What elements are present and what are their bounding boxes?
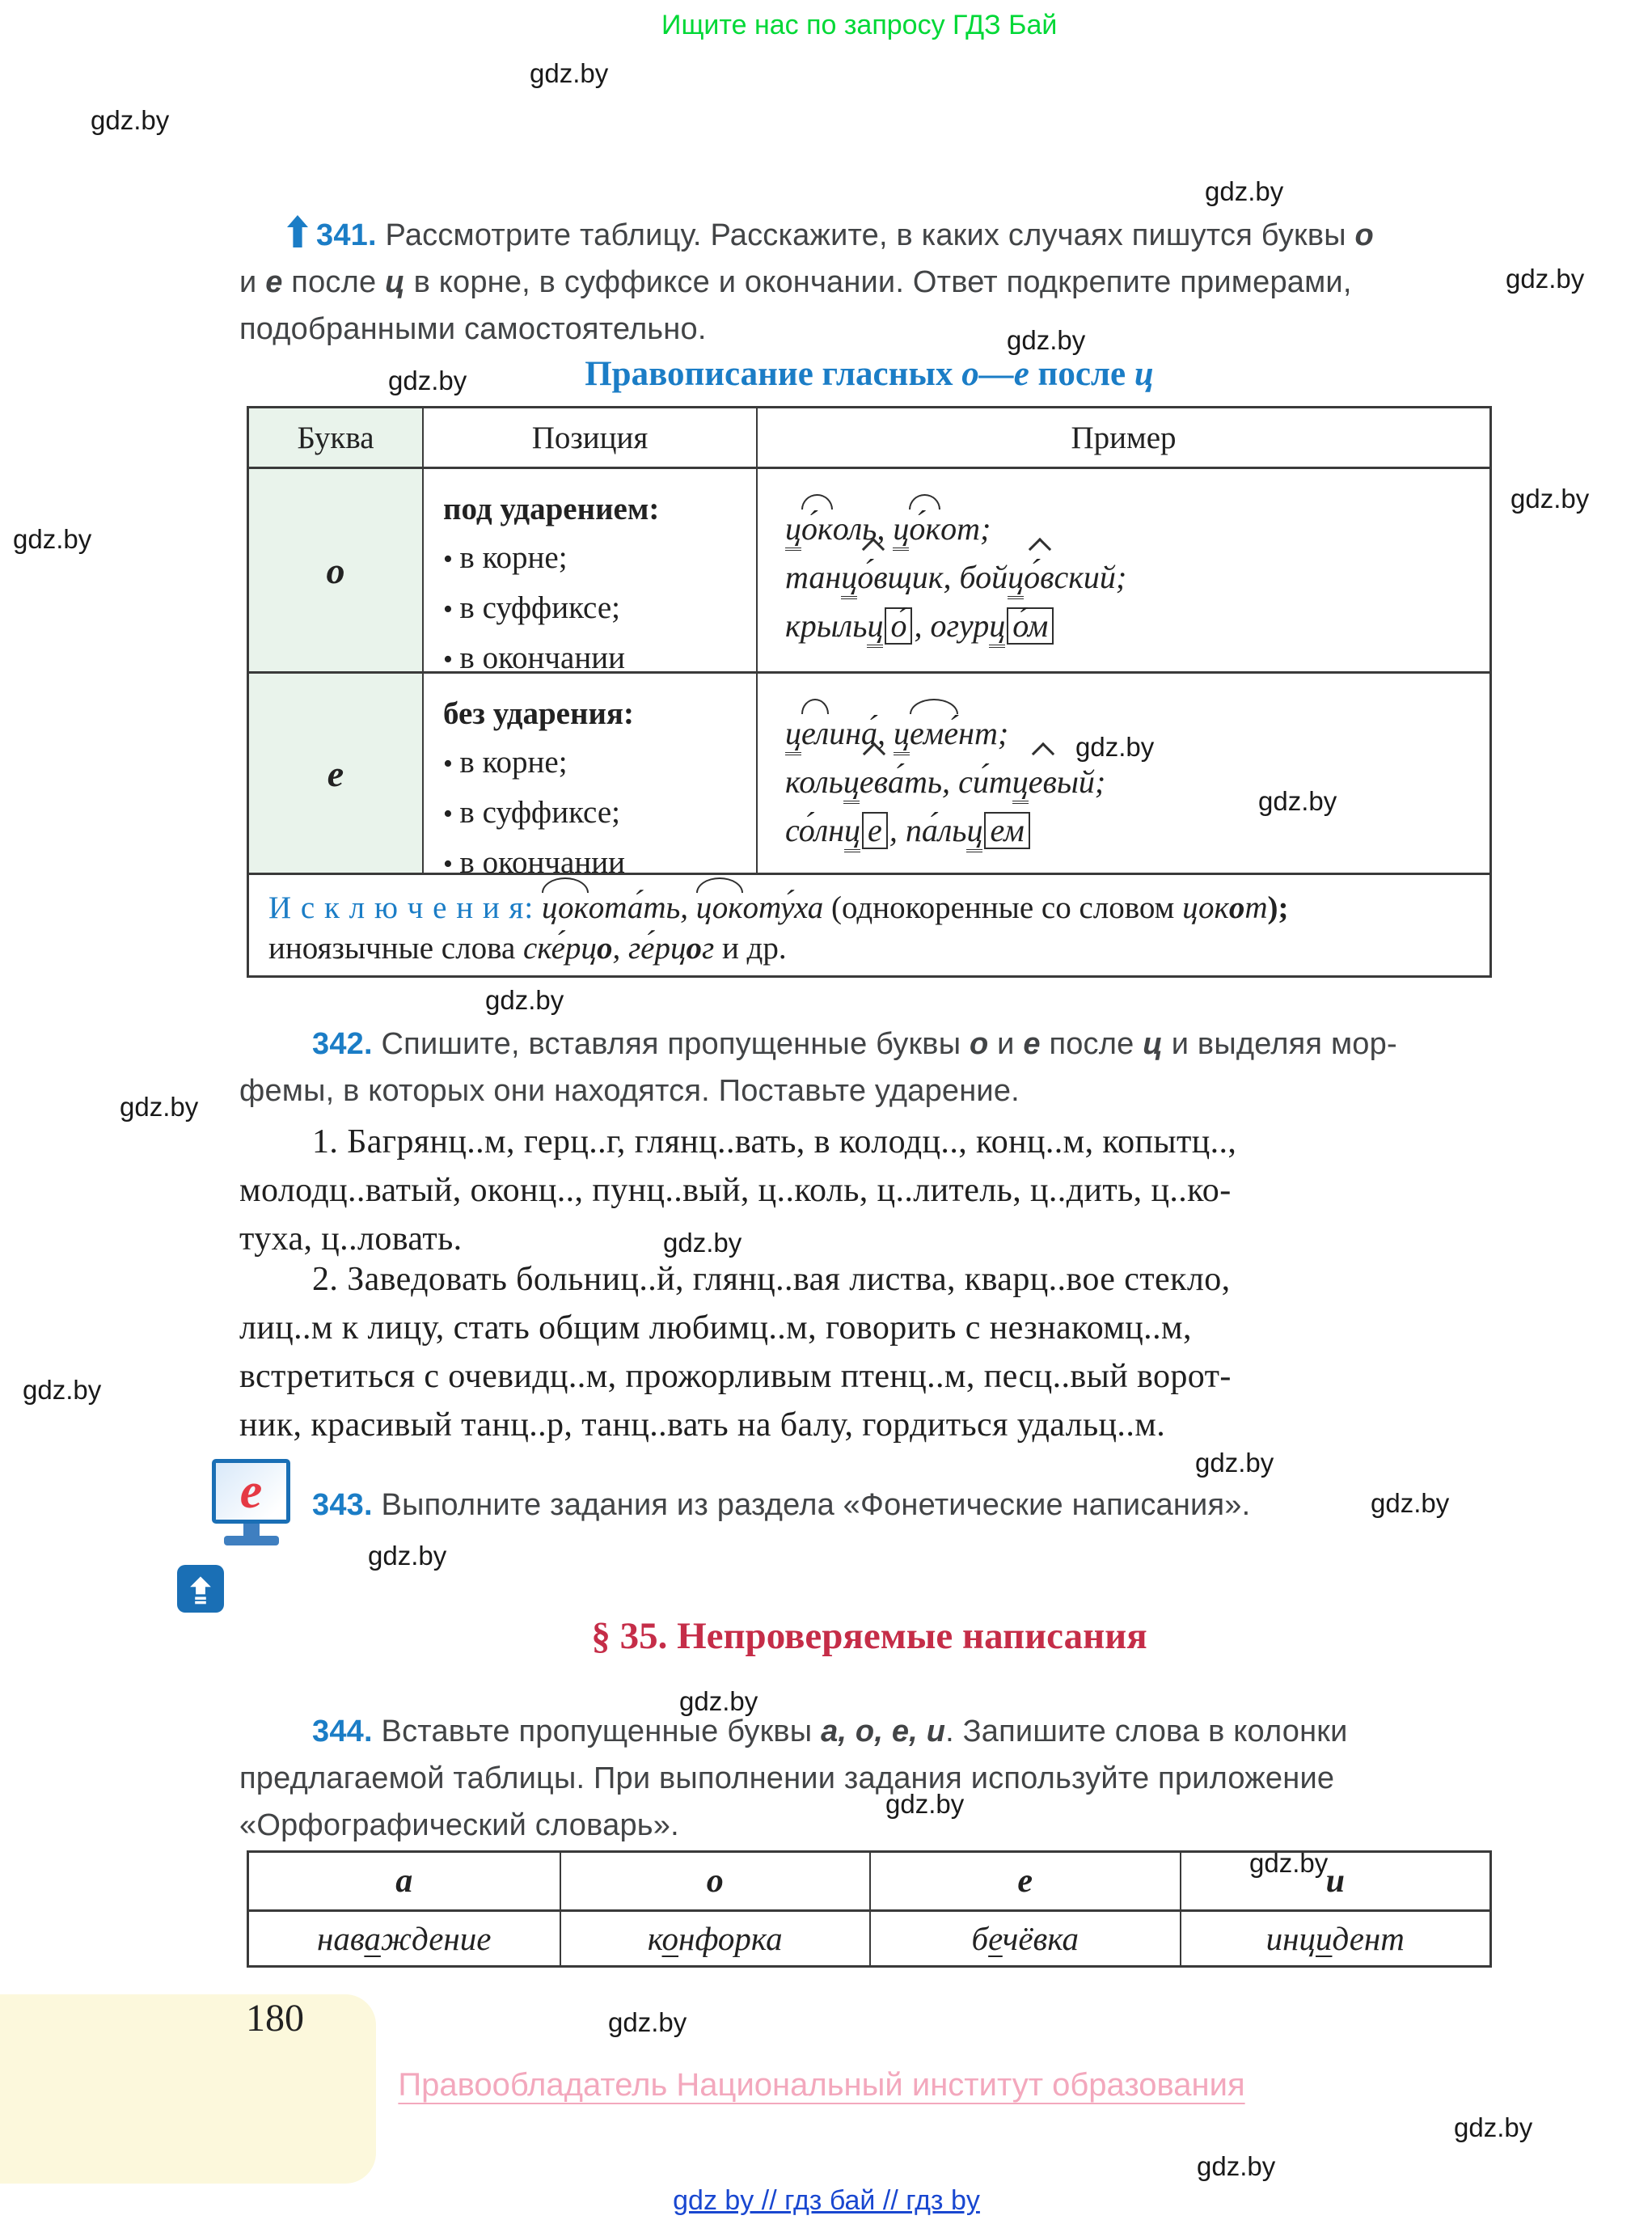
spelling-table: [247, 406, 1492, 978]
examples-cell: цо́коль, цо́кот; танцо́вщик, бойцо́вский; крыльц о́ , огурц о́м: [756, 469, 1489, 671]
gdz-footer-links[interactable]: gdz by // гдз бай // гдз by: [673, 2185, 980, 2216]
table-row-e: [249, 671, 1489, 880]
watermark: gdz.by: [13, 524, 92, 554]
exercise-341: [239, 212, 1501, 353]
exercise-342-line: 342. Спишите, вставляя пропущенные буквы о и е после ц и выделяя мор-: [312, 1027, 1397, 1061]
exercise-341-line: 341. Рассмотрите таблицу. Расскажите, в каких случаях пишутся буквы о: [316, 218, 1374, 252]
watermark: gdz.by: [608, 2007, 687, 2037]
table-cell: конфорка: [560, 1912, 870, 1965]
watermark: gdz.by: [885, 1789, 965, 1819]
exercise-341-line: и е после ц в корне, в суффиксе и окончании. Ответ подкрепите примерами,: [239, 265, 1352, 299]
table-header-cell: Позиция: [422, 408, 756, 467]
table-header-cell: Пример: [756, 408, 1489, 467]
table-exceptions-row: [249, 873, 1489, 975]
list-line: лиц..м к лицу, стать общим любимц..м, говорить с незнакомц..м,: [239, 1309, 1192, 1347]
list-line: 2. Заведовать больниц..й, глянц..вая листва, кварц..вое стекло,: [312, 1261, 1231, 1298]
watermark: gdz.by: [1205, 176, 1284, 206]
list-line: туха, ц..ловать.: [239, 1220, 463, 1258]
exercise-342: [239, 1021, 1501, 1114]
examples-cell: целина́, цеме́нт; кольцева́ть, си́тцевый; со́лнц е , па́льц ем: [756, 674, 1489, 873]
exercise-343-line: 343. Выполните задания из раздела «Фонетические написания».: [312, 1488, 1251, 1522]
position-cell: под ударением: • в корне; • в суффиксе; • в окончании: [422, 469, 756, 671]
letter-cell: о: [249, 469, 422, 671]
watermark: gdz.by: [1007, 325, 1086, 355]
watermark: gdz.by: [1371, 1488, 1450, 1518]
watermark: gdz.by: [120, 1092, 199, 1122]
exercise-344-line: «Орфографический словарь».: [239, 1808, 679, 1842]
watermark: gdz.by: [663, 1228, 742, 1258]
section-heading: § 35. Непроверяемые написания: [591, 1615, 1147, 1657]
watermark: gdz.by: [1454, 2112, 1533, 2142]
list-line: молодц..ватый, оконц.., пунц..вый, ц..коль, ц..литель, ц..дить, ц..ко-: [239, 1172, 1232, 1209]
watermark: gdz.by: [530, 58, 609, 88]
table-row: [249, 1909, 1489, 1965]
table-cell: наваждение: [317, 1920, 492, 1957]
page-number-background: [0, 1994, 376, 2184]
list-line: ник, красивый танц..р, танц..вать на балу, гордиться удальц..м.: [239, 1406, 1166, 1444]
list-line: встретиться с очевидц..м, прожорливым птенц..м, песц..вый ворот-: [239, 1358, 1232, 1395]
word-list-2: [239, 1255, 1509, 1449]
watermark: gdz.by: [1075, 732, 1155, 762]
table-cell: инцидент: [1180, 1912, 1490, 1965]
watermark: gdz.by: [388, 366, 467, 395]
watermark: gdz.by: [1249, 1848, 1329, 1878]
watermark: gdz.by: [1506, 264, 1585, 294]
e-manual-monitor-icon: e: [212, 1459, 291, 1548]
watermark: gdz.by: [1258, 786, 1337, 816]
table-header-cell: а: [395, 1862, 413, 1900]
exercise-344: [239, 1708, 1501, 1849]
exercise-344-line: 344. Вставьте пропущенные буквы а, о, е, и. Запишите слова в колонки: [312, 1715, 1348, 1748]
watermark: gdz.by: [679, 1686, 758, 1716]
table-header-cell: о: [560, 1853, 870, 1909]
exceptions-cell: И с к л ю ч е н и я: цокота́ть, цокоту́ха (однокоренные со словом цокот); иноязычные слова ске́рцо, ге́рцог и др.: [249, 875, 1489, 975]
watermark: gdz.by: [1197, 2151, 1276, 2181]
table-header-cell: е: [869, 1853, 1180, 1909]
page-number: 180: [246, 1997, 304, 2040]
word-list-1: [239, 1118, 1509, 1263]
table-row-o: [249, 467, 1489, 675]
exercise-number: 342.: [312, 1027, 373, 1061]
watermark: gdz.by: [485, 985, 564, 1015]
table-header-cell: Буква: [249, 408, 422, 467]
table-title: Правописание гласных о—е после ц: [585, 355, 1154, 393]
position-cell: без ударения: • в корне; • в суффиксе; • в окончании: [422, 674, 756, 873]
exercise-344-line: предлагаемой таблицы. При выполнении задания используйте приложение: [239, 1761, 1335, 1795]
table-cell: бечёвка: [869, 1912, 1180, 1965]
letters-table: [247, 1850, 1492, 1968]
exercise-number: 344.: [312, 1715, 373, 1748]
exercise-342-line: фемы, в которых они находятся. Поставьте ударение.: [239, 1074, 1020, 1108]
watermark: gdz.by: [368, 1541, 447, 1571]
watermark: gdz.by: [1195, 1448, 1274, 1478]
upload-arrow-icon: [177, 1565, 224, 1613]
letter-cell: е: [249, 674, 422, 873]
watermark: gdz.by: [1510, 484, 1590, 514]
site-header-text: Ищите нас по запросу ГДЗ Бай: [661, 10, 1058, 40]
exceptions-label: И с к л ю ч е н и я:: [268, 890, 534, 925]
copyright-link[interactable]: Правообладатель Национальный институт образования: [398, 2067, 1245, 2103]
watermark: gdz.by: [91, 105, 170, 135]
table-header-row: [249, 408, 1489, 467]
exercise-341-line: подобранными самостоятельно.: [239, 312, 707, 346]
exercise-number: 343.: [312, 1488, 373, 1522]
table-header-cell: и: [1180, 1853, 1490, 1909]
watermark: gdz.by: [23, 1375, 102, 1405]
list-line: 1. Багрянц..м, герц..г, глянц..вать, в колодц.., конц..м, копытц..,: [312, 1123, 1237, 1161]
table-header-row: [249, 1853, 1489, 1909]
exercise-number: 341.: [316, 218, 377, 252]
exercise-343: [239, 1482, 1501, 1528]
